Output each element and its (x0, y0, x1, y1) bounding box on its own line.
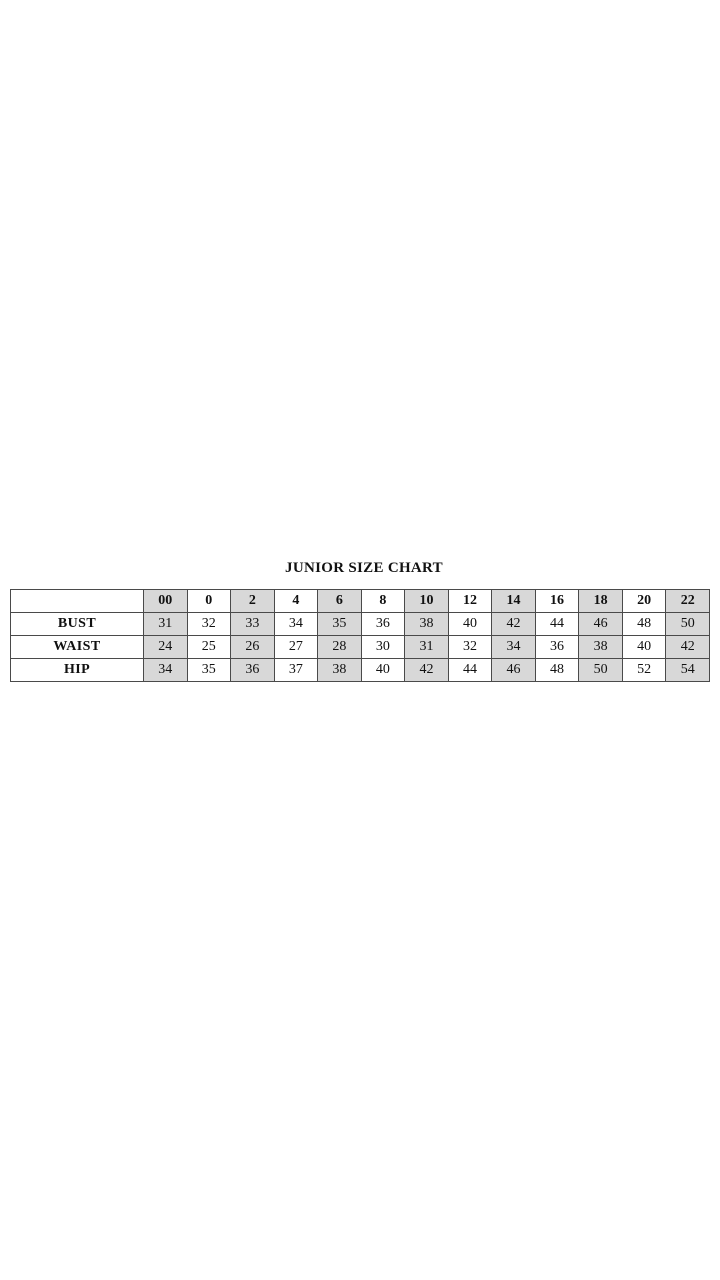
row-label-hip: HIP (11, 659, 144, 682)
table-cell: 31 (144, 613, 188, 636)
size-header-cell: 22 (666, 590, 710, 613)
size-header-cell: 4 (274, 590, 318, 613)
table-row (11, 636, 710, 659)
table-cell: 24 (144, 636, 188, 659)
table-cell: 52 (622, 659, 666, 682)
row-label-waist: WAIST (11, 636, 144, 659)
table-cell: 50 (666, 613, 710, 636)
table-cell: 25 (187, 636, 231, 659)
table-cell: 28 (318, 636, 362, 659)
table-cell: 44 (448, 659, 492, 682)
table-cell: 40 (622, 636, 666, 659)
junior-size-chart-table (10, 589, 710, 682)
row-label-bust: BUST (11, 613, 144, 636)
table-header-row (11, 590, 710, 613)
table-cell: 34 (274, 613, 318, 636)
table-cell: 40 (448, 613, 492, 636)
size-header-cell: 16 (535, 590, 579, 613)
size-header-cell: 00 (144, 590, 188, 613)
table-cell: 34 (492, 636, 536, 659)
table-cell: 42 (492, 613, 536, 636)
table-cell: 35 (187, 659, 231, 682)
size-header-cell: 18 (579, 590, 623, 613)
table-cell: 46 (492, 659, 536, 682)
table-cell: 38 (579, 636, 623, 659)
table-cell: 44 (535, 613, 579, 636)
table-cell: 38 (405, 613, 449, 636)
table-cell: 36 (231, 659, 275, 682)
table-cell: 37 (274, 659, 318, 682)
table-cell: 34 (144, 659, 188, 682)
table-cell: 27 (274, 636, 318, 659)
table-cell: 46 (579, 613, 623, 636)
table-corner-cell (11, 590, 144, 613)
table-cell: 36 (535, 636, 579, 659)
size-header-cell: 0 (187, 590, 231, 613)
table-row (11, 613, 710, 636)
table-cell: 32 (448, 636, 492, 659)
size-header-cell: 6 (318, 590, 362, 613)
table-cell: 50 (579, 659, 623, 682)
table-cell: 48 (535, 659, 579, 682)
table-cell: 42 (666, 636, 710, 659)
size-header-cell: 10 (405, 590, 449, 613)
table-row (11, 659, 710, 682)
table-cell: 40 (361, 659, 405, 682)
table-cell: 38 (318, 659, 362, 682)
table-cell: 54 (666, 659, 710, 682)
page-title: JUNIOR SIZE CHART (285, 560, 443, 576)
table-cell: 35 (318, 613, 362, 636)
size-chart-container (0, 560, 720, 682)
table-cell: 31 (405, 636, 449, 659)
table-cell: 32 (187, 613, 231, 636)
table-cell: 26 (231, 636, 275, 659)
table-cell: 36 (361, 613, 405, 636)
table-body (11, 613, 710, 682)
size-header-cell: 14 (492, 590, 536, 613)
table-cell: 30 (361, 636, 405, 659)
table-cell: 42 (405, 659, 449, 682)
size-header-cell: 2 (231, 590, 275, 613)
size-header-cell: 20 (622, 590, 666, 613)
size-header-cell: 12 (448, 590, 492, 613)
table-header (11, 590, 710, 613)
table-cell: 48 (622, 613, 666, 636)
table-cell: 33 (231, 613, 275, 636)
size-header-cell: 8 (361, 590, 405, 613)
